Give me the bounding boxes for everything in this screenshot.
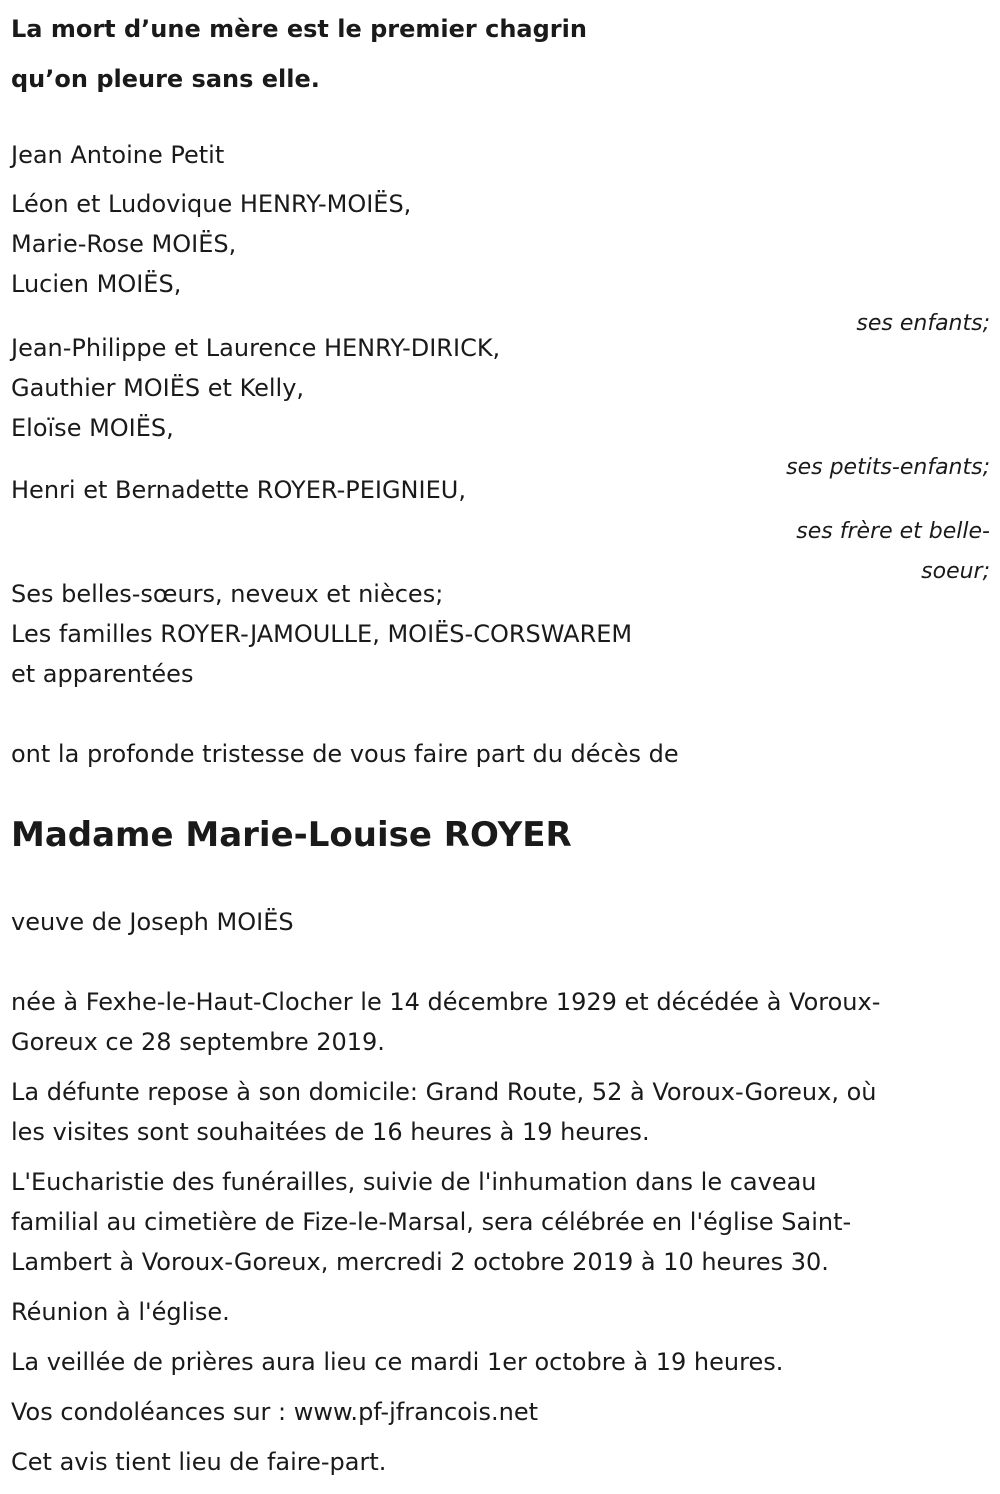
vigil-text: La veillée de prières aura lieu ce mardi 1er octobre à 19 heures. [11,1348,784,1376]
deceased-name: Madame Marie-Louise ROYER [11,815,572,855]
grandchildren-block [11,328,990,488]
condolences-text: Vos condoléances sur : www.pf-jfrancois.net [11,1398,539,1426]
rest-line-1: La défunte repose à son domicile: Grand Route, 52 à Voroux-Goreux, où [11,1078,877,1106]
funeral-paragraph [11,1162,990,1282]
quote-line-2: qu’on pleure sans elle. [11,65,320,93]
grandchildren-role: ses petits-enfants; [786,455,990,480]
deceased-block [11,810,990,860]
siblings-role-line-1: ses frère et belle- [796,519,990,544]
spouse-block [11,135,990,175]
spouse-name: Jean Antoine Petit [11,141,225,169]
children-block [11,184,990,344]
rest-line-2: les visites sont souhaitées de 16 heures à 19 heures. [11,1118,650,1146]
opening-quote [11,4,587,104]
extended-family-block [11,574,990,694]
announcement-block [11,734,990,774]
child-name: Marie-Rose MOIËS, [11,230,237,258]
quote-line-1: La mort d’une mère est le premier chagrin [11,15,587,43]
funeral-line-2: familial au cimetière de Fize-le-Marsal, sera célébrée en l'église Saint- [11,1208,852,1236]
funeral-line-3: Lambert à Voroux-Goreux, mercredi 2 octobre 2019 à 10 heures 30. [11,1248,829,1276]
meeting-text: Réunion à l'église. [11,1298,230,1326]
siblings-role-line-2: soeur; [921,559,990,584]
child-name: Lucien MOIËS, [11,270,182,298]
notice-text: Cet avis tient lieu de faire-part. [11,1448,387,1476]
family-line: Les familles ROYER-JAMOULLE, MOIËS-CORSWAREM [11,620,633,648]
grandchild-name: Gauthier MOIËS et Kelly, [11,374,305,402]
children-role: ses enfants; [856,311,990,336]
funeral-line-1: L'Eucharistie des funérailles, suivie de l'inhumation dans le caveau [11,1168,817,1196]
birth-line-1: née à Fexhe-le-Haut-Clocher le 14 décembre 1929 et décédée à Voroux- [11,988,881,1016]
grandchild-name: Jean-Philippe et Laurence HENRY-DIRICK, [11,334,501,362]
widow-of-text: veuve de Joseph MOIËS [11,908,294,936]
rest-paragraph [11,1072,990,1152]
grandchild-name: Eloïse MOIËS, [11,414,174,442]
widow-block [11,902,990,942]
family-line: Ses belles-sœurs, neveux et nièces; [11,580,444,608]
sibling-name: Henri et Bernadette ROYER-PEIGNIEU, [11,476,466,504]
birth-death-paragraph [11,982,990,1062]
announcement-text: ont la profonde tristesse de vous faire part du décès de [11,740,679,768]
family-line: et apparentées [11,660,194,688]
details-block [11,982,990,1482]
birth-line-2: Goreux ce 28 septembre 2019. [11,1028,385,1056]
child-name: Léon et Ludovique HENRY-MOIËS, [11,190,412,218]
